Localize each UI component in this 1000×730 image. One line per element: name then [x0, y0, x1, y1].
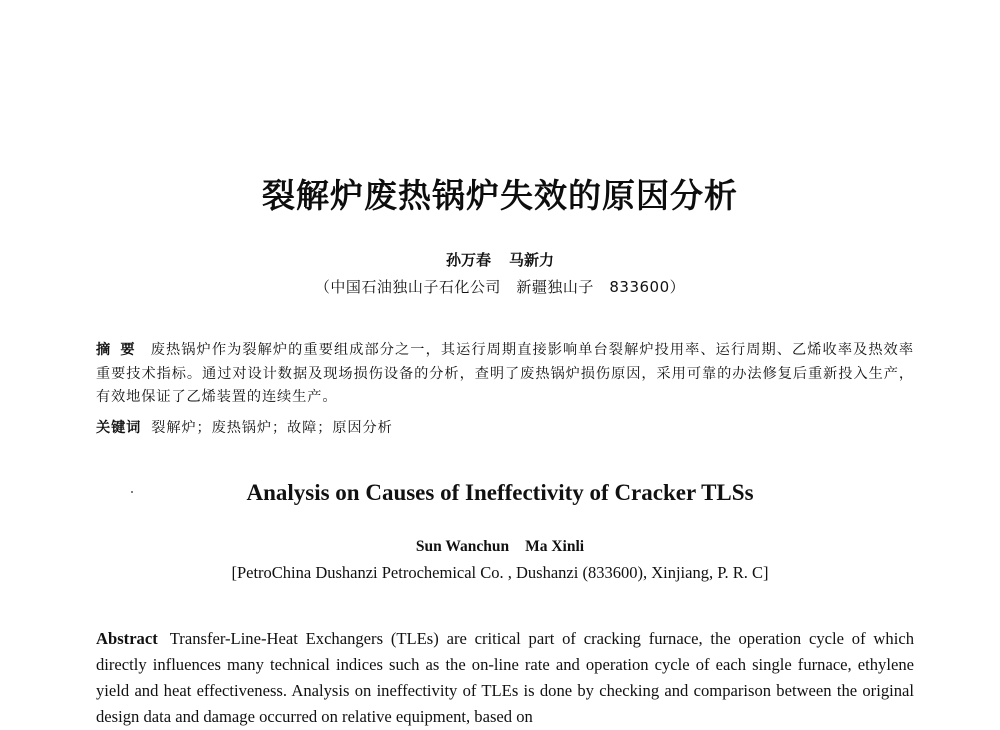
english-abstract-label: Abstract	[96, 629, 158, 648]
chinese-abstract-label: 摘要	[96, 342, 145, 358]
chinese-author-1: 孙万春	[445, 251, 491, 269]
english-author-1: Sun Wanchun	[415, 538, 510, 555]
chinese-keywords-label: 关键词	[96, 420, 142, 436]
chinese-affiliation: （中国石油独山子石化公司 新疆独山子 833600）	[314, 278, 686, 296]
english-abstract	[96, 626, 914, 730]
chinese-abstract	[96, 339, 914, 410]
english-affiliation: [PetroChina Dushanzi Petrochemical Co. , Dushanzi (833600), Xinjiang, P. R. C]	[231, 563, 769, 582]
english-title: Analysis on Causes of Ineffectivity of Cracker TLSs	[246, 480, 754, 505]
chinese-keywords	[96, 417, 914, 437]
english-author-2: Ma Xinli	[525, 538, 585, 555]
english-abstract-text: Transfer-Line-Heat Exchangers (TLEs) are critical part of cracking furnace, the operation cycle of which directly influences many technical indices such as the on-line rate and operation cycle of each single furnace, ethylene yield and heat effectiveness. Analysis on ineffectivity of TLEs is done by checking and comparison between the original design data and damage occurred on relative equipment, based on	[96, 629, 914, 726]
english-authors	[0, 538, 1000, 556]
chinese-abstract-text: 废热锅炉作为裂解炉的重要组成部分之一，其运行周期直接影响单台裂解炉投用率、运行周期、乙烯收率及热效率重要技术指标。通过对设计数据及现场损伤设备的分析，查明了废热锅炉损伤原因，采用可靠的办法修复后重新投入生产，有效地保证了乙烯装置的连续生产。	[96, 342, 914, 405]
chinese-keywords-text: 裂解炉；废热锅炉；故障；原因分析	[151, 420, 393, 436]
chinese-title: 裂解炉废热锅炉失效的原因分析	[262, 176, 738, 215]
chinese-author-2: 马新力	[509, 251, 555, 269]
chinese-authors	[0, 249, 1000, 270]
